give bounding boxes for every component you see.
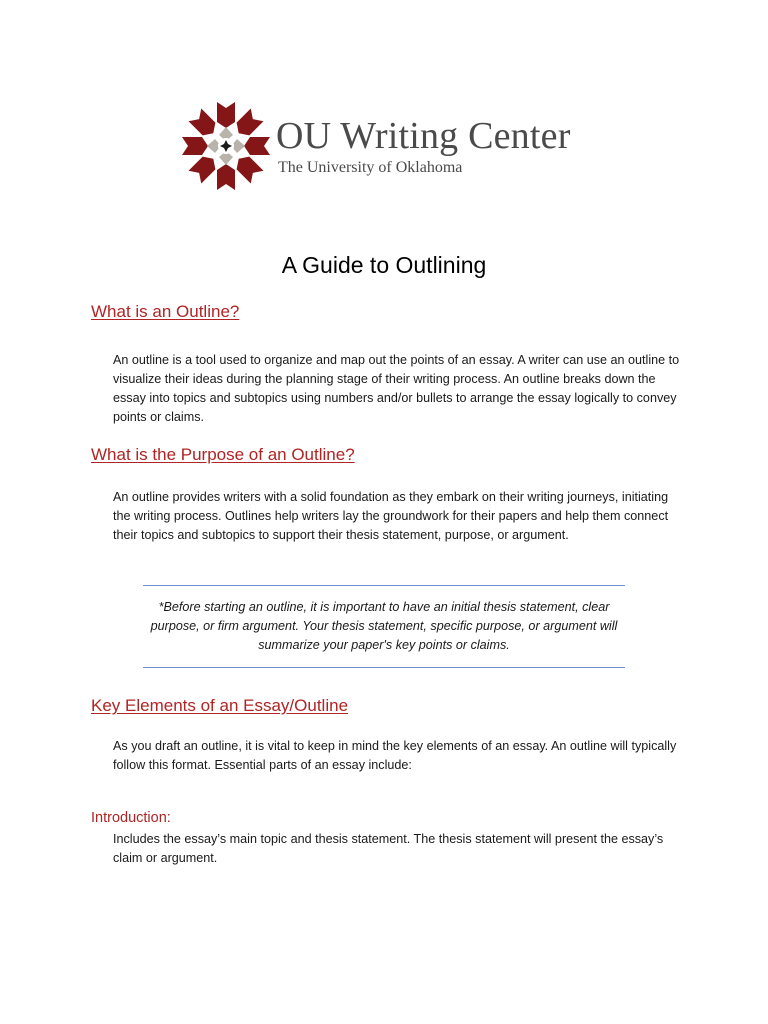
logo-org-subtitle: The University of Oklahoma xyxy=(278,159,463,176)
paragraph-introduction: Includes the essay’s main topic and thesis statement. The thesis statement will present the essay’s claim or argument. xyxy=(113,832,664,865)
logo-mark-icon xyxy=(180,100,272,192)
note-divider-top xyxy=(143,585,625,586)
thesis-note: *Before starting an outline, it is important to have an initial thesis statement, clear purpose, or firm argument. Your thesis statement, specific purpose, or argument will summarize your paper's key points or claims. xyxy=(150,600,618,652)
logo-org-name: OU Writing Center xyxy=(276,115,571,157)
subheading-introduction: Introduction: xyxy=(91,810,171,826)
paragraph-purpose-of-outline: An outline provides writers with a solid foundation as they embark on their writing journeys, initiating the writing process. Outlines help writers lay the groundwork for their papers and help them connect their topics and subtopics to support their thesis statement, purpose, or argument. xyxy=(113,490,669,542)
heading-what-is-outline: What is an Outline? xyxy=(91,302,240,321)
paragraph-what-is-outline: An outline is a tool used to organize and map out the points of an essay. A writer can use an outline to visualize their ideas during the planning stage of their writing process. An outline breaks down the essay into topics and subtopics using numbers and/or bullets to arrange the essay logically to convey points or claims. xyxy=(113,353,680,424)
heading-key-elements: Key Elements of an Essay/Outline xyxy=(91,696,349,715)
note-divider-bottom xyxy=(143,667,625,668)
heading-purpose-of-outline: What is the Purpose of an Outline? xyxy=(91,445,355,464)
ou-writing-center-logo xyxy=(180,100,600,200)
page-title: A Guide to Outlining xyxy=(281,252,487,278)
paragraph-key-elements: As you draft an outline, it is vital to keep in mind the key elements of an essay. An outline will typically follow this format. Essential parts of an essay include: xyxy=(113,739,677,772)
